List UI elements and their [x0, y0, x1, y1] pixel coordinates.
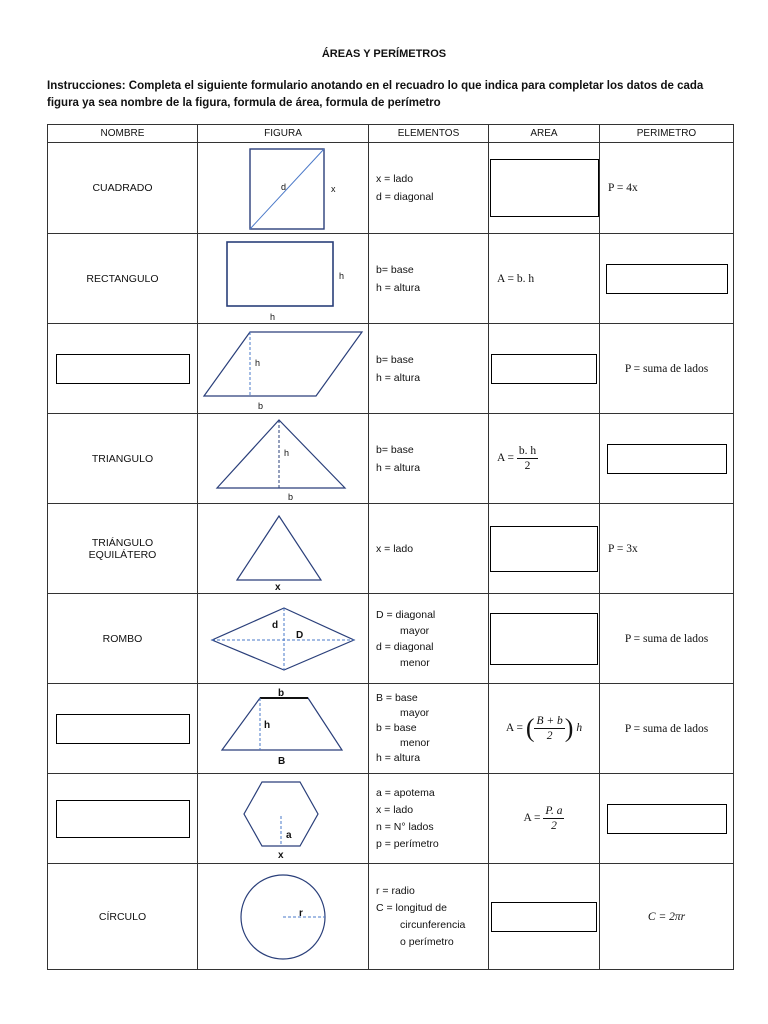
label-h: h: [255, 357, 261, 368]
element-line: d = diagonal: [376, 191, 434, 203]
element-line: p = perímetro: [376, 837, 439, 850]
label-x: x: [275, 581, 281, 592]
elements-cell: [369, 594, 489, 684]
perimeter-cell: C = 2πr: [600, 864, 734, 970]
table-row: [48, 414, 734, 504]
elements-cell: [369, 143, 489, 234]
trapezoid-figure: [218, 686, 348, 772]
name-cell: [48, 324, 198, 414]
fraction-numerator: P. a: [545, 805, 563, 817]
area-prefix: A =: [505, 722, 523, 735]
area-cell: [489, 864, 600, 970]
element-line: C = longitud de: [376, 901, 447, 914]
elements-cell: [369, 504, 489, 594]
label-d: d: [281, 182, 287, 192]
perimeter-answer-box[interactable]: [606, 264, 728, 294]
header-figura: FIGURA: [198, 125, 369, 143]
area-cell: [489, 324, 600, 414]
area-answer-box[interactable]: [490, 526, 598, 572]
name-cell: [48, 684, 198, 774]
perimeter-cell: P = suma de lados: [600, 594, 734, 684]
hexagon-figure: [238, 776, 328, 862]
element-line: b= base: [376, 353, 414, 366]
element-line: h = altura: [376, 461, 421, 474]
label-B: B: [278, 755, 286, 767]
perimeter-answer-box[interactable]: [607, 444, 727, 474]
element-line: h = altura: [376, 281, 421, 294]
instructions: Instrucciones: Completa el siguiente formulario anotando en el recuadro lo que indica para completar los datos de cada figura ya sea nombre de la figura, formula de área, formula de perímetro: [47, 80, 704, 109]
area-cell: A = b. h: [489, 234, 600, 324]
header-perimetro: PERIMETRO: [600, 125, 734, 143]
area-cell: [489, 594, 600, 684]
elements-cell: [369, 864, 489, 970]
name-cell: TRIANGULO: [48, 414, 198, 504]
table-row: [48, 684, 734, 774]
area-fraction: [517, 444, 538, 473]
area-cell: [489, 774, 600, 864]
close-paren: ): [564, 713, 574, 743]
label-r: r: [299, 907, 303, 919]
element-line: x = lado: [376, 173, 414, 185]
table-row: [48, 324, 734, 414]
element-line: b= base: [376, 443, 414, 456]
fraction-denominator: 2: [551, 820, 557, 832]
name-answer-box[interactable]: [56, 800, 190, 838]
perimeter-cell: [600, 774, 734, 864]
name-cell: [48, 774, 198, 864]
triangle-figure: [213, 416, 353, 502]
parallelogram-shape: [204, 332, 362, 396]
circle-figure: [233, 869, 333, 965]
label-b: b: [258, 400, 264, 411]
parallelogram-figure: [200, 326, 366, 412]
name-line: TRIÁNGULO: [91, 536, 154, 549]
square-figure: [223, 145, 343, 231]
area-prefix: A =: [523, 812, 541, 825]
table-row: [48, 504, 734, 594]
label-d: d: [272, 619, 279, 631]
element-line: b = base: [376, 722, 417, 734]
figure-cell: [198, 504, 369, 594]
elements-cell: [369, 684, 489, 774]
element-line: mayor: [400, 707, 430, 719]
area-cell: [489, 414, 600, 504]
element-line: menor: [400, 737, 430, 749]
element-line: circunferencia: [400, 918, 466, 931]
fraction-denominator: 2: [524, 460, 531, 472]
rectangle-shape: [227, 242, 333, 306]
name-cell: RECTANGULO: [48, 234, 198, 324]
open-paren: (: [525, 713, 535, 743]
perimeter-cell: P = 4x: [600, 143, 734, 234]
area-fraction: [543, 804, 564, 833]
name-cell: CÍRCULO: [48, 864, 198, 970]
name-answer-box[interactable]: [56, 354, 190, 384]
shapes-table: [47, 124, 734, 970]
element-line: B = base: [376, 692, 418, 704]
table-row: [48, 594, 734, 684]
page-title: ÁREAS Y PERÍMETROS: [321, 48, 447, 60]
elements-cell: [369, 774, 489, 864]
label-h: h: [284, 447, 290, 458]
elements-cell: [369, 414, 489, 504]
element-line: x = lado: [376, 803, 414, 816]
label-D: D: [296, 629, 304, 641]
element-line: h = altura: [376, 371, 421, 384]
label-a: a: [286, 829, 292, 841]
header-nombre: NOMBRE: [48, 125, 198, 143]
figure-cell: [198, 143, 369, 234]
area-answer-box[interactable]: [491, 354, 597, 384]
fraction-numerator: b. h: [518, 445, 537, 457]
element-line: o perímetro: [400, 935, 454, 948]
perimeter-cell: P = suma de lados: [600, 684, 734, 774]
perimeter-cell: [600, 414, 734, 504]
area-answer-box[interactable]: [491, 902, 597, 932]
elements-cell: [369, 324, 489, 414]
rhombus-figure: [208, 596, 358, 682]
name-cell: ROMBO: [48, 594, 198, 684]
figure-cell: [198, 414, 369, 504]
area-cell: [489, 143, 600, 234]
equilateral-triangle-figure: [223, 506, 343, 592]
element-line: D = diagonal: [376, 608, 436, 621]
fraction-numerator: B + b: [536, 715, 563, 727]
trapezoid-shape: [222, 698, 342, 750]
square-diagonal: [250, 149, 324, 229]
figure-cell: [198, 774, 369, 864]
perimeter-cell: P = suma de lados: [600, 324, 734, 414]
header-row: [48, 125, 734, 143]
figure-cell: [198, 594, 369, 684]
table-row: [48, 864, 734, 970]
figure-cell: [198, 234, 369, 324]
area-answer-box[interactable]: [490, 159, 599, 217]
label-h: h: [264, 719, 271, 731]
rectangle-figure: [213, 236, 353, 322]
area-prefix: A =: [497, 452, 515, 465]
fraction-denominator: 2: [546, 730, 553, 742]
element-line: x = lado: [376, 542, 414, 555]
table-row: [48, 234, 734, 324]
perimeter-cell: [600, 234, 734, 324]
name-cell: CUADRADO: [48, 143, 198, 234]
element-line: r = radio: [376, 884, 415, 897]
label-b: b: [288, 491, 294, 502]
table-row: [48, 143, 734, 234]
figure-cell: [198, 324, 369, 414]
triangle-shape: [217, 420, 345, 488]
label-b: b: [278, 687, 285, 699]
area-cell: [489, 684, 600, 774]
name-cell: [48, 504, 198, 594]
label-x: x: [331, 184, 336, 194]
element-line: mayor: [400, 624, 430, 637]
label-h: h: [339, 270, 345, 281]
equilateral-shape: [237, 516, 321, 580]
header-elementos: ELEMENTOS: [369, 125, 489, 143]
area-suffix: h: [576, 722, 583, 735]
label-b: h: [270, 311, 276, 322]
area-fraction: [534, 714, 564, 743]
figure-cell: [198, 684, 369, 774]
header-area: AREA: [489, 125, 600, 143]
table-row: [48, 774, 734, 864]
perimeter-cell: P = 3x: [600, 504, 734, 594]
element-line: a = apotema: [376, 786, 435, 799]
label-x: x: [278, 849, 284, 861]
element-line: d = diagonal: [376, 640, 434, 653]
rhombus-shape: [212, 608, 354, 670]
perimeter-answer-box[interactable]: [607, 804, 727, 834]
element-line: b= base: [376, 263, 414, 276]
figure-cell: [198, 864, 369, 970]
area-cell: [489, 504, 600, 594]
element-line: n = N° lados: [376, 820, 434, 833]
area-answer-box[interactable]: [490, 613, 598, 665]
element-line: h = altura: [376, 752, 421, 764]
name-answer-box[interactable]: [56, 714, 190, 744]
element-line: menor: [400, 656, 430, 669]
elements-cell: [369, 234, 489, 324]
name-line: EQUILÁTERO: [88, 548, 157, 561]
